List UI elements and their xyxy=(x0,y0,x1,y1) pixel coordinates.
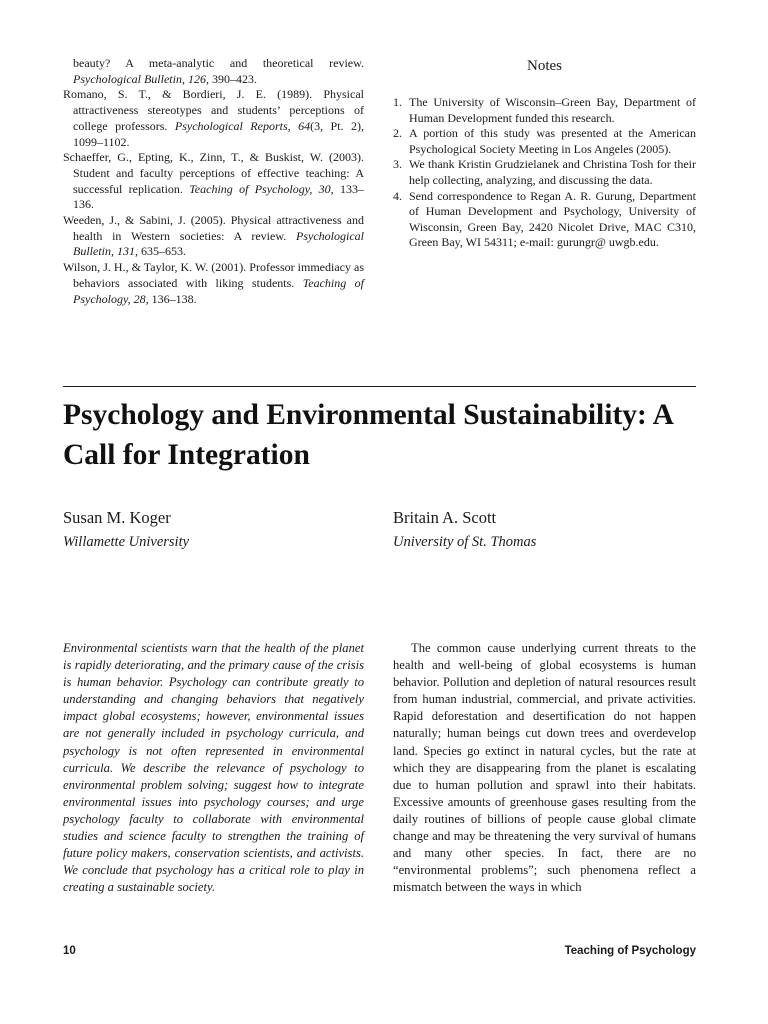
reference-entry: Weeden, J., & Sabini, J. (2005). Physical attractiveness and health in Western societies: A review. Psychological Bulletin, 131, 635–653. xyxy=(63,213,364,259)
note-item xyxy=(393,157,696,188)
note-text: We thank Kristin Grudzielanek and Christina Tosh for their help collecting, analyzing, and discussing the data. xyxy=(409,157,696,187)
reference-entry: Wilson, J. H., & Taylor, K. W. (2001). Professor immediacy as behaviors associated with liking students. Teaching of Psychology, 28, 136–138. xyxy=(63,260,364,306)
note-text: A portion of this study was presented at the American Psychological Society Meeting in Los Angeles (2005). xyxy=(409,126,696,156)
note-number: 3. xyxy=(393,157,402,172)
author-name: Susan M. Koger xyxy=(63,508,171,527)
reference-entry: Romano, S. T., & Bordieri, J. E. (1989). Physical attractiveness stereotypes and students’ perceptions of college professors. Psychological Reports, 64(3, Pt. 2), 1099–1102. xyxy=(63,87,364,149)
author-name: Britain A. Scott xyxy=(393,508,497,527)
note-item xyxy=(393,95,696,126)
reference-entry: Schaeffer, G., Epting, K., Zinn, T., & Buskist, W. (2003). Student and faculty perceptions of effective teaching: A successful replication. Teaching of Psychology, 30, 133–136. xyxy=(63,150,364,212)
note-item xyxy=(393,126,696,157)
reference-entry: beauty? A meta-analytic and theoretical review. Psychological Bulletin, 126, 390–423. xyxy=(73,56,364,86)
article-body-paragraph: The common cause underlying current threats to the health and well-being of global ecosystems is human behavior. Pollution and depletion of natural resources result from human industrial, commercial, and private activities. Rapid deforestation and desertification do not happen naturally; human beings cut down trees and overdevelop land. Species go extinct in natural cycles, but the rate at which they are disappearing from the planet is escalating due to human pollution and sprawl into their habitats. Excessive amounts of greenhouse gases resulting from the daily routines of billions of people cause global climate change and may be threatening the very survival of humans and many other species. In fact, there are no “environmental problems”; such phenomena reflect a mismatch between the ways in which xyxy=(393,641,696,895)
notes-section xyxy=(393,56,696,251)
author-block xyxy=(393,507,536,553)
author-affiliation: Willamette University xyxy=(63,534,190,550)
reference-list xyxy=(63,56,364,307)
article-abstract: Environmental scientists warn that the health of the planet is rapidly deteriorating, and the primary cause of the crisis is human behavior. Psychology can contribute greatly to understanding and changing behaviors that negatively impact global ecosystems; however, environmental issues are not generally included in psychology curricula, and psychology is not often represented in environmental curricula. We describe the relevance of psychology to environmental problem solving; suggest how to integrate environmental issues into psychology courses; and urge psychology faculty to collaborate with environmental studies and science faculty to strengthen the training of future policy makers, conservation scientists, and activists. We conclude that psychology has a critical role to play in creating a sustainable society. xyxy=(63,641,364,895)
notes-heading: Notes xyxy=(527,58,562,74)
note-text: The University of Wisconsin–Green Bay, Department of Human Development funded this research. xyxy=(409,95,696,125)
article-title: Psychology and Environmental Sustainability: A Call for Integration xyxy=(63,399,673,471)
notes-list xyxy=(393,95,696,251)
section-divider xyxy=(63,386,696,387)
note-number: 2. xyxy=(393,126,402,141)
page-number: 10 xyxy=(63,945,76,957)
note-number: 1. xyxy=(393,95,402,109)
author-block xyxy=(63,507,189,553)
journal-name: Teaching of Psychology xyxy=(564,945,696,957)
note-text: Send correspondence to Regan A. R. Gurung, Department of Human Development and Psychology, University of Wisconsin, Green Bay, 2420 Nicolet Drive, MAC C310, Green Bay, WI 54311; e-mail: gurungr@ uwgb.edu. xyxy=(409,188,696,250)
note-number: 4. xyxy=(393,188,402,203)
author-affiliation: University of St. Thomas xyxy=(393,534,537,550)
note-item xyxy=(393,189,696,251)
